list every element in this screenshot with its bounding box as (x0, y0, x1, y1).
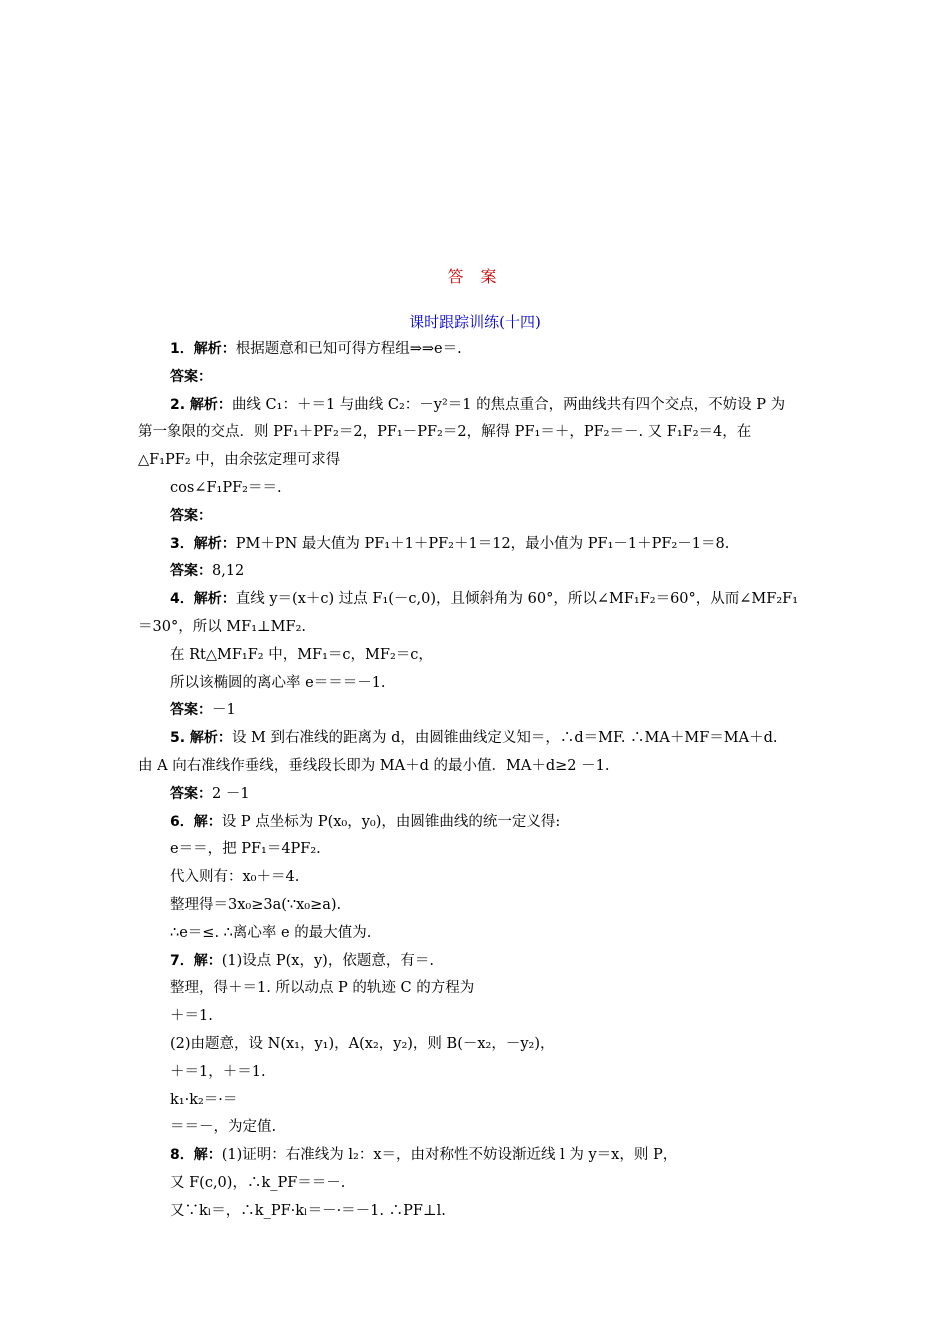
line-text: 设 M 到右准线的距离为 d，由圆锥曲线定义知＝，∴d＝MF. ∴MA＋MF＝MA＋d. (231, 730, 778, 747)
text-line (138, 1059, 816, 1087)
answer-label: 3．解析： (170, 535, 236, 552)
text-line (138, 1003, 816, 1031)
line-text: 2 －1 (212, 785, 250, 802)
line-text: k₁·k₂＝·＝ (170, 1091, 238, 1108)
answer-label: 7．解： (170, 952, 222, 969)
text-line (138, 614, 816, 642)
line-text: ＝30°，所以 MF₁⊥MF₂. (138, 618, 306, 635)
answer-label: 1．解析： (170, 341, 236, 357)
text-line (138, 864, 816, 892)
answer-label: 答案： (170, 507, 212, 524)
text-line (138, 948, 816, 976)
text-line (138, 475, 816, 503)
page-subtitle: 课时跟踪训练(十四) (409, 313, 541, 331)
text-line (138, 892, 816, 920)
line-text: 整理，得＋＝1. 所以动点 P 的轨迹 C 的方程为 (170, 980, 475, 997)
line-text: 在 Rt△MF₁F₂ 中，MF₁＝c，MF₂＝c， (170, 646, 433, 663)
text-line (138, 392, 816, 420)
answer-label: 8．解： (170, 1147, 222, 1164)
text-line (138, 336, 816, 364)
answer-label: 答案： (170, 563, 212, 580)
text-line (138, 753, 816, 781)
line-text: (2)由题意，设 N(x₁，y₁)，A(x₂，y₂)，则 B(－x₂，－y₂)， (170, 1035, 555, 1052)
line-text: 设 P 点坐标为 P(x₀，y₀)，由圆锥曲线的统一定义得: (221, 813, 561, 830)
text-line (138, 1170, 816, 1198)
answer-label: 6．解： (170, 813, 222, 830)
text-line (138, 558, 816, 586)
text-line (138, 419, 816, 447)
text-line (138, 1142, 816, 1170)
line-text: －1 (212, 702, 236, 719)
text-line (138, 1087, 816, 1115)
text-line (138, 586, 816, 614)
answer-label: 答案： (170, 702, 212, 719)
text-line (138, 809, 816, 837)
text-line (138, 975, 816, 1003)
text-line (138, 642, 816, 670)
answer-label: 答案： (170, 785, 212, 802)
line-text: 代入则有：x₀＋＝4. (170, 869, 300, 886)
line-text: 8,12 (212, 563, 245, 580)
answer-label: 5. 解析： (170, 730, 232, 747)
line-text: (1)证明：右准线为 l₂：x＝，由对称性不妨设渐近线 l 为 y＝x，则 P， (221, 1147, 678, 1164)
answer-label: 4．解析： (170, 591, 236, 608)
line-text: cos∠F₁PF₂＝＝. (170, 479, 282, 496)
line-text: 直线 y＝(x＋c) 过点 F₁(－c,0)，且倾斜角为 60°，所以∠MF₁F₂＝60°，从而∠MF₂F₁ (235, 591, 799, 608)
line-text: (1)设点 P(x，y)，依题意，有＝. (221, 952, 434, 969)
text-line (138, 447, 816, 475)
line-text: 根据题意和已知可得方程组⇒⇒e＝. (235, 341, 462, 357)
text-line (138, 725, 816, 753)
answer-body (138, 336, 816, 1226)
answer-label: 2. 解析： (170, 396, 232, 413)
text-line (138, 1198, 816, 1226)
text-line (138, 531, 816, 559)
line-text: ＋＝1，＋＝1. (170, 1063, 266, 1080)
text-line (138, 697, 816, 725)
line-text: 第一象限的交点．则 PF₁＋PF₂＝2，PF₁－PF₂＝2，解得 PF₁＝＋，PF₂＝－. 又 F₁F₂＝4，在 (138, 424, 752, 441)
line-text: 所以该椭圆的离心率 e＝＝＝－1. (170, 674, 386, 691)
text-line (138, 670, 816, 698)
line-text: 又 F(c,0)，∴k_PF＝＝－. (170, 1174, 346, 1191)
page-title: 答 案 (447, 267, 503, 286)
line-text: 曲线 C₁：＋＝1 与曲线 C₂：－y²＝1 的焦点重合，两曲线共有四个交点，不妨设 P 为 (231, 396, 786, 413)
line-text: PM＋PN 最大值为 PF₁＋1＋PF₂＋1＝12，最小值为 PF₁－1＋PF₂－1＝8. (235, 535, 730, 552)
line-text: e＝＝，把 PF₁＝4PF₂. (170, 841, 321, 858)
line-text: ＝＝－，为定值. (170, 1119, 277, 1136)
text-line (138, 920, 816, 948)
line-text: ∴e＝≤. ∴离心率 e 的最大值为. (170, 924, 372, 941)
text-line (138, 364, 816, 392)
text-line (138, 503, 816, 531)
text-line (138, 1114, 816, 1142)
line-text: ＋＝1. (170, 1008, 213, 1025)
text-line (138, 781, 816, 809)
text-line (138, 1031, 816, 1059)
line-text: 又∵kₗ＝，∴k_PF·kₗ＝－·＝－1. ∴PF⊥l. (170, 1202, 446, 1219)
line-text: 整理得＝3x₀≥3a(∵x₀≥a). (170, 896, 342, 913)
text-line (138, 836, 816, 864)
line-text: 由 A 向右准线作垂线，垂线段长即为 MA＋d 的最小值．MA＋d≥2 －1. (138, 757, 610, 774)
line-text: △F₁PF₂ 中，由余弦定理可求得 (138, 452, 341, 469)
answer-label: 答案： (170, 368, 212, 385)
